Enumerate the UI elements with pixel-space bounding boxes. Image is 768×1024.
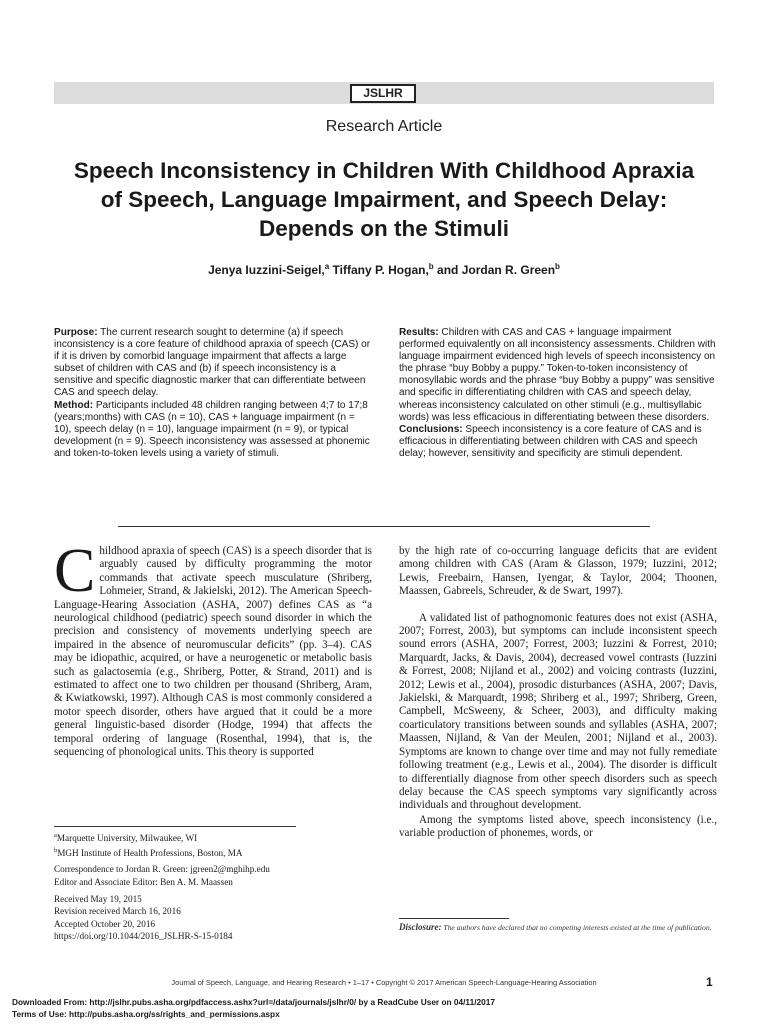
affiliation-mark: b <box>54 846 58 854</box>
drop-cap: C <box>54 537 96 605</box>
accepted-date: Accepted October 20, 2016 <box>54 918 156 929</box>
disclosure-rule <box>399 918 509 919</box>
intro-text: hildhood apraxia of speech (CAS) is a speech disorder that is arguably caused by difficulty programming the motor commands that activate speech musculature (Shriberg, Lohmeier, Strand, & Jakielski, 2012). The American Speech-Language-Hearing Association (ASHA, 2007) defines CAS as “a neurological childhood (pediatric) speech sound disorder in which the precision and consistency of movements underlying speech are impaired in the absence of neuromuscular deficits” (pp. 3–4). CAS may be idiopathic, acquired, or have a neurogenetic or metabolic basis such as galactosemia (e.g., Shriberg, Potter, & Strand, 2011) and is estimated to affect one to two children per thousand (Shriberg, Aram, & Kwiatkowski, 1997). Although CAS is most commonly considered a motor speech disorder, others have argued that it could be a more general linguistic-based disorder (Hodge, 1994) that affects the temporal ordering of language (Rosenthal, 1994), that is, the sequencing of phonological units. This theory is supported <box>54 545 372 759</box>
received-date: Received May 19, 2015 <box>54 893 142 904</box>
article-title: Speech Inconsistency in Children With Childhood Apraxia of Speech, Language Impairment, and Speech Delay: Depends on the Stimuli <box>73 158 695 241</box>
results-label: Results: <box>399 327 439 338</box>
purpose-label: Purpose: <box>54 327 98 338</box>
author-name: Jenya Iuzzini-Seigel, <box>208 263 325 277</box>
affiliation-text: Marquette University, Milwaukee, WI <box>56 833 198 844</box>
body-left-column <box>54 537 372 760</box>
abstract-conclusions <box>399 424 717 460</box>
affiliation-text: MGH Institute of Health Professions, Boston, MA <box>57 847 243 858</box>
affiliation-mark: a <box>54 832 57 839</box>
disclosure-text: The authors have declared that no competing interests existed at the time of publication. <box>441 923 712 932</box>
conclusions-text: Speech inconsistency is a core feature of CAS and is efficacious in differentiating between children with CAS and speech delay; however, sensitivity and specificity are stimuli dependent. <box>399 423 702 459</box>
method-text: Participants included 48 children ranging between 4;7 to 17;8 (years;months) with CAS (n = 10), CAS + language impairment (n = 10), speech delay (n = 10), language impairment (n = 9), or typical development (n = 9). Speech inconsistency was assessed at phonemic and token-to-token levels using a variety of stimuli. <box>54 399 370 459</box>
correspondence-line: Correspondence to Jordan R. Green: jgreen2@mghihp.edu <box>54 864 270 875</box>
page-number: 1 <box>706 975 713 989</box>
author-list <box>0 262 768 277</box>
revision-date: Revision received March 16, 2016 <box>54 906 181 917</box>
download-notice <box>12 996 756 1020</box>
abstract-method <box>54 400 372 460</box>
author-name: Tiffany P. Hogan, <box>329 263 429 277</box>
journal-footer: Journal of Speech, Language, and Hearing Research • 1–17 • Copyright © 2017 American Speech-Language-Hearing Association <box>171 978 597 987</box>
abstract-right-column <box>399 327 717 460</box>
body-paragraph: A validated list of pathognomonic features does not exist (ASHA, 2007; Forrest, 2003), but symptoms can include inconsistent speech sound errors (ASHA, 2007; Forrest, 2003; Iuzzini & Forrest, 2010; Marquardt, Jacks, & Davis, 2004), decreased vowel contrasts (Iuzzini & Forrest, 2008; Nijland et al., 2002) and voicing contrasts (Iuzzini, 2012; Lewis et al., 2004), prosodic disturbances (ASHA, 2007; Davis, Jakielski, & Marquardt, 1998; Shriberg et al., 1997; Shriberg, Green, Campbell, McSweeny, & Scheer, 2003), and difficulty making coarticulatory transitions between sounds and syllables (ASHA, 2007; Maassen, Nijland, & Van der Meulen, 2001; Nijland et al., 2003). Symptoms are known to change over time and may not fully remediate following treatment (e.g., Lewis et al., 2004). The disorder is difficult to differentially diagnose from other speech disorders such as speech delay because the CAS speech symptoms vary significantly across individuals and throughout development. <box>399 611 717 812</box>
intro-paragraph <box>54 537 372 760</box>
article-type: Research Article <box>325 118 443 135</box>
affiliation-mark: a <box>324 262 330 271</box>
purpose-text: The current research sought to determine (a) if speech inconsistency is a core feature of childhood apraxia of speech (CAS) or if it is driven by comorbid language impairment that affects a large subset of children with CAS and (b) if speech inconsistency is a sensitive and specific diagnostic marker that can differentiate between CAS and speech delay. <box>54 327 371 399</box>
results-text: Children with CAS and CAS + language impairment performed equivalently on all inconsistency assessments. Children with language impairment evidenced high levels of speech inconsistency on the phrase “buy Bobby a puppy.” Token-to-token inconsistency of monosyllabic words and the phrase “buy Bobby a puppy” was sensitive and specific in differentiating children with CAS and speech delay, whereas inconsistency calculated on other stimuli (e.g., multisyllabic words) was less efficacious in differentiating between these disorders. <box>399 327 716 423</box>
doi-link[interactable]: https://doi.org/10.1044/2016_JSLHR-S-15-0184 <box>54 931 233 942</box>
disclosure-label: Disclosure: <box>399 922 442 932</box>
affiliation-mark: b <box>555 262 560 271</box>
terms-of-use: Terms of Use: http://pubs.asha.org/ss/rights_and_permissions.aspx <box>12 1009 280 1019</box>
footnote-rule <box>54 826 296 827</box>
abstract-purpose <box>54 327 372 400</box>
abstract-divider <box>118 526 650 527</box>
abstract-left-column <box>54 327 372 460</box>
body-right-column <box>399 545 717 841</box>
method-label: Method: <box>54 399 94 411</box>
journal-tag: JSLHR <box>350 84 416 103</box>
body-paragraph: by the high rate of co-occurring language deficits that are evident among children with CAS (Aram & Glasson, 1979; Iuzzini, 2012; Lewis, Freebairn, Hansen, Iyengar, & Taylor, 2004; Thoonen, Maassen, Gabreels, Schreuder, & de Swart, 1997). <box>399 545 717 598</box>
conclusions-label: Conclusions: <box>399 423 463 435</box>
editor-line: Editor and Associate Editor: Ben A. M. Maassen <box>54 876 233 887</box>
body-paragraph: Among the symptoms listed above, speech inconsistency (i.e., variable production of phonemes, words, or <box>399 813 717 840</box>
affiliation-mark: b <box>428 262 434 271</box>
affiliation-b <box>54 845 374 860</box>
abstract-results <box>399 327 717 424</box>
article-footnotes <box>54 830 374 943</box>
download-source: Downloaded From: http://jslhr.pubs.asha.org/pdfaccess.ashx?url=/data/journals/jslhr/0/ by a ReadCube User on 04/11/2017 <box>12 997 495 1007</box>
author-name: and Jordan R. Green <box>433 263 556 277</box>
disclosure-note <box>399 922 717 933</box>
affiliation-a <box>54 830 374 845</box>
